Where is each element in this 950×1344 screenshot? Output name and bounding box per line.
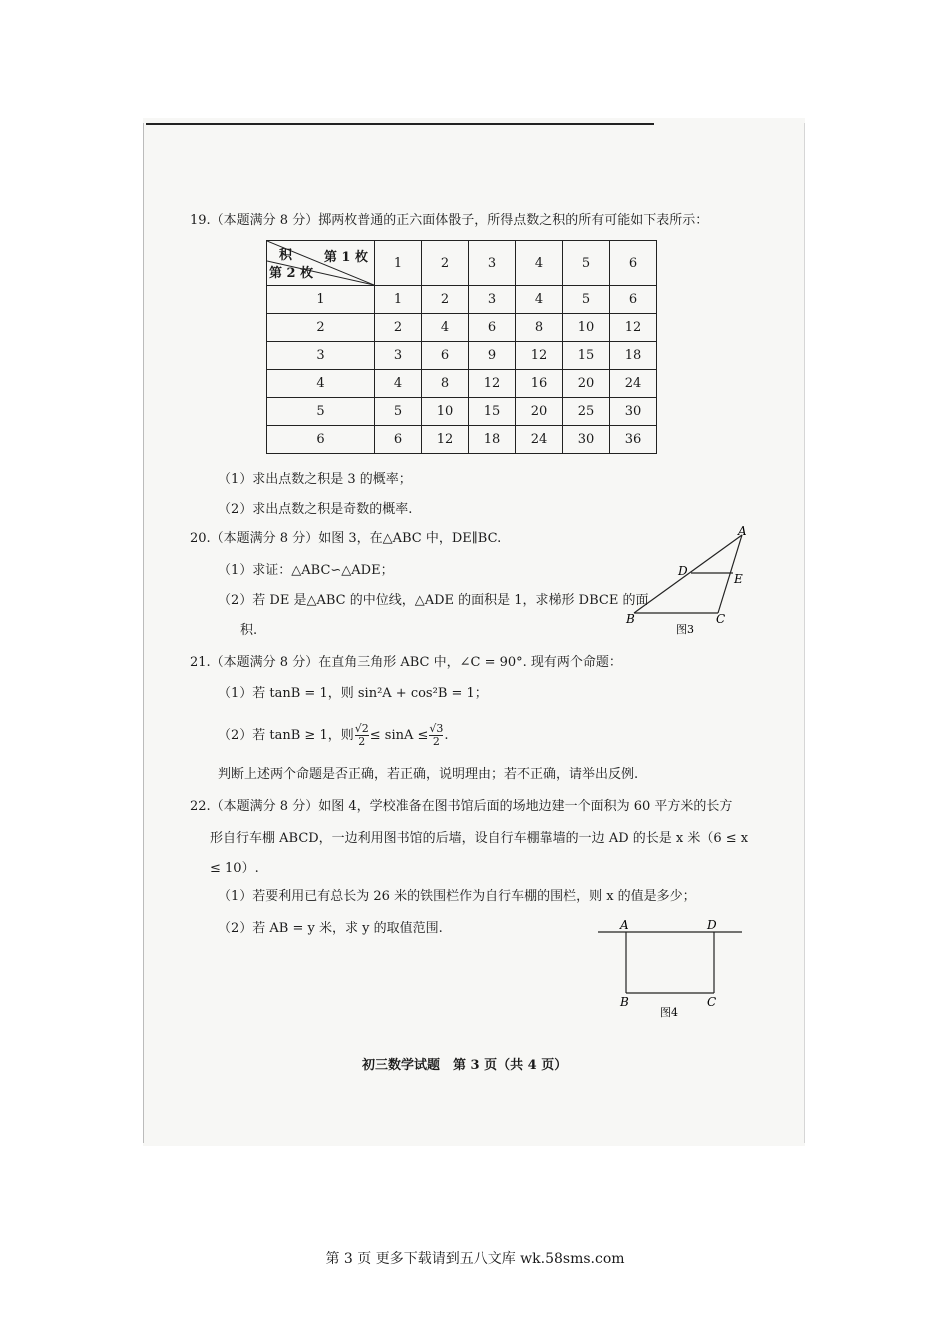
q21-part2 (218, 722, 449, 750)
label-C: C (716, 612, 726, 626)
q22-stem-line3: ≤ 10）. (210, 861, 259, 876)
col-header: 5 (563, 241, 610, 286)
table-header-row (267, 241, 657, 286)
row-header: 6 (267, 426, 375, 454)
fraction-denominator: 2 (358, 735, 366, 748)
figure-4-caption: 图4 (660, 1006, 678, 1019)
table-cell: 9 (469, 342, 516, 370)
q20-stem: 20.（本题满分 8 分）如图 3，在△ABC 中，DE∥BC. (190, 531, 502, 546)
table-cell: 8 (516, 314, 563, 342)
col-header: 1 (375, 241, 422, 286)
table-cell: 15 (469, 398, 516, 426)
row-header: 3 (267, 342, 375, 370)
fraction-sqrt2-over-2 (355, 723, 369, 748)
figure-3-triangle (620, 525, 760, 637)
table-cell: 30 (563, 426, 610, 454)
table-cell: 12 (516, 342, 563, 370)
table-cell: 25 (563, 398, 610, 426)
scan-right-edge (804, 123, 805, 1143)
row-header: 5 (267, 398, 375, 426)
q22-part2: （2）若 AB = y 米，求 y 的取值范围. (218, 921, 443, 936)
table-cell: 15 (563, 342, 610, 370)
table-cell: 8 (422, 370, 469, 398)
site-footer: 第 3 页 更多下载请到五八文库 wk.58sms.com (325, 1251, 625, 1267)
label-C: C (707, 995, 717, 1009)
q22-part1: （1）若要利用已有总长为 26 米的铁围栏作为自行车棚的围栏，则 x 的值是多少； (218, 889, 696, 904)
table-cell: 6 (610, 286, 657, 314)
corner-first-die-label: 第 1 枚 (323, 250, 368, 265)
q22-stem-line1: 22.（本题满分 8 分）如图 4，学校准备在图书馆后面的场地边建一个面积为 60 平方米的长方 (190, 799, 733, 814)
q22-stem-line2: 形自行车棚 ABCD，一边利用图书馆的后墙，设自行车棚靠墙的一边 AD 的长是 x 米（6 ≤ x (210, 831, 749, 846)
label-B: B (620, 995, 629, 1009)
table-cell: 6 (422, 342, 469, 370)
table-cell: 4 (516, 286, 563, 314)
figure-4-rectangle (594, 918, 746, 1022)
corner-second-die-label: 第 2 枚 (269, 266, 314, 281)
row-header: 2 (267, 314, 375, 342)
table-cell: 2 (422, 286, 469, 314)
table-row (267, 342, 657, 370)
table-cell: 4 (375, 370, 422, 398)
table-cell: 18 (610, 342, 657, 370)
table-row (267, 398, 657, 426)
table-row (267, 314, 657, 342)
row-header: 4 (267, 370, 375, 398)
table-cell: 1 (375, 286, 422, 314)
exam-page-footer: 初三数学试题 第 3 页（共 4 页） (362, 1058, 568, 1073)
table-cell: 3 (375, 342, 422, 370)
q20-part2: （2）若 DE 是△ABC 的中位线，△ADE 的面积是 1，求梯形 DBCE 的面 (218, 593, 649, 608)
col-header: 6 (610, 241, 657, 286)
table-cell: 6 (469, 314, 516, 342)
table-cell: 24 (610, 370, 657, 398)
corner-product-label: 积 (279, 248, 293, 263)
table-cell: 2 (375, 314, 422, 342)
label-A: A (738, 525, 747, 538)
q21-part2-middle: ≤ sinA ≤ (369, 728, 429, 743)
q19-part2: （2）求出点数之积是奇数的概率. (218, 502, 413, 517)
table-cell: 36 (610, 426, 657, 454)
q21-part1: （1）若 tanB = 1，则 sin²A + cos²B = 1； (218, 686, 488, 701)
table-cell: 30 (610, 398, 657, 426)
q21-stem: 21.（本题满分 8 分）在直角三角形 ABC 中，∠C = 90°. 现有两个命题： (190, 655, 622, 670)
q21-part2-prefix: （2）若 tanB ≥ 1，则 (218, 728, 354, 743)
col-header: 3 (469, 241, 516, 286)
label-B: B (626, 612, 635, 626)
label-E: E (734, 572, 743, 586)
table-row (267, 286, 657, 314)
label-D: D (678, 564, 688, 578)
table-cell: 4 (422, 314, 469, 342)
q21-part2-end: . (444, 728, 449, 743)
table-cell: 18 (469, 426, 516, 454)
table-cell: 3 (469, 286, 516, 314)
fraction-numerator: √2 (354, 722, 369, 735)
table-cell: 5 (375, 398, 422, 426)
fraction-sqrt3-over-2 (429, 723, 443, 748)
table-cell: 20 (563, 370, 610, 398)
fraction-numerator: √3 (429, 722, 444, 735)
q20-part1: （1）求证：△ABC∽△ADE； (218, 563, 394, 578)
figure-3-caption: 图3 (676, 623, 694, 636)
col-header: 4 (516, 241, 563, 286)
table-cell: 12 (610, 314, 657, 342)
table-row (267, 426, 657, 454)
table-cell: 10 (422, 398, 469, 426)
table-cell: 10 (563, 314, 610, 342)
q19-part1: （1）求出点数之积是 3 的概率； (218, 472, 412, 487)
table-cell: 12 (422, 426, 469, 454)
fraction-denominator: 2 (432, 735, 440, 748)
table-cell: 16 (516, 370, 563, 398)
table-corner-cell (267, 241, 375, 286)
table-cell: 20 (516, 398, 563, 426)
scan-left-edge (143, 123, 144, 1143)
q19-stem: 19.（本题满分 8 分）掷两枚普通的正六面体骰子，所得点数之积的所有可能如下表所示： (190, 213, 709, 228)
q21-conclusion: 判断上述两个命题是否正确，若正确，说明理由；若不正确，请举出反例. (218, 767, 639, 782)
q20-part2-continued: 积. (240, 623, 258, 638)
row-header: 1 (267, 286, 375, 314)
table-cell: 12 (469, 370, 516, 398)
table-cell: 6 (375, 426, 422, 454)
table-row (267, 370, 657, 398)
label-A: A (620, 918, 629, 932)
label-D: D (707, 918, 717, 932)
col-header: 2 (422, 241, 469, 286)
dice-product-table (266, 240, 657, 454)
table-cell: 24 (516, 426, 563, 454)
top-rule (146, 123, 654, 125)
table-cell: 5 (563, 286, 610, 314)
